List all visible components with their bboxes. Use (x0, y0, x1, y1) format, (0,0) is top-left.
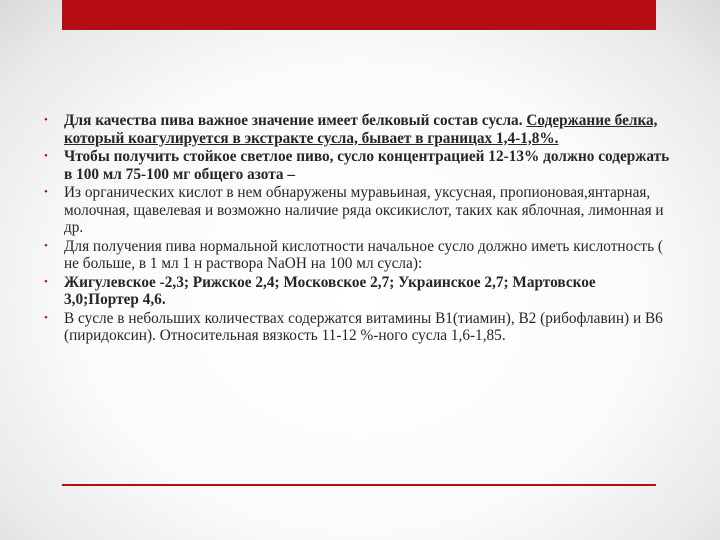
list-item (44, 112, 674, 147)
bottom-divider (62, 484, 656, 486)
list-item (44, 184, 674, 237)
item-text-bold: Чтобы получить стойкое светлое пиво, сусло концентрацией 12-13% должно содержать в 100 мл 75-100 мг общего азота – (64, 148, 670, 183)
item-text-bold: Для качества пива важное значение имеет белковый состав сусла. (64, 112, 523, 129)
bullet-list (44, 112, 674, 346)
item-text: Из органических кислот в нем обнаружены муравьиная, уксусная, пропионовая,янтарная, молочная, щавелевая и возможно наличие ряда оксикислот, таких как яблочная, лимонная и др. (64, 184, 664, 236)
item-text-underlined: Содержание белка, который коагулируется в экстракте сусла, бывает в границах 1,4-1,8%. (64, 112, 658, 147)
list-item (44, 148, 674, 183)
bullet-marker: • (44, 239, 48, 252)
list-item (44, 274, 674, 309)
item-text: Для получения пива нормальной кислотности начальное сусло должно иметь кислотность ( не больше, в 1 мл 1 н раствора NaOH на 100 мл сусла): (64, 237, 663, 272)
list-item (44, 238, 674, 273)
bullet-marker: • (44, 311, 48, 324)
item-text-bold: Жигулевское -2,3; Рижское 2,4; Московское 2,7; Украинское 2,7; Мартовское 3,0;Портер 4,6. (64, 273, 596, 308)
bullet-marker: • (44, 186, 48, 198)
bullet-marker: • (44, 150, 48, 162)
item-text: В сусле в небольших количествах содержатся витамины B1(тиамин), B2 (рибофлавин) и B6 (пиридоксин). Относительная вязкость 11-12 %-ного сусла 1,6-1,85. (64, 309, 663, 344)
top-accent-band (62, 0, 656, 30)
bullet-marker: • (44, 275, 48, 288)
list-item (44, 310, 674, 345)
bullet-marker: • (44, 114, 48, 126)
